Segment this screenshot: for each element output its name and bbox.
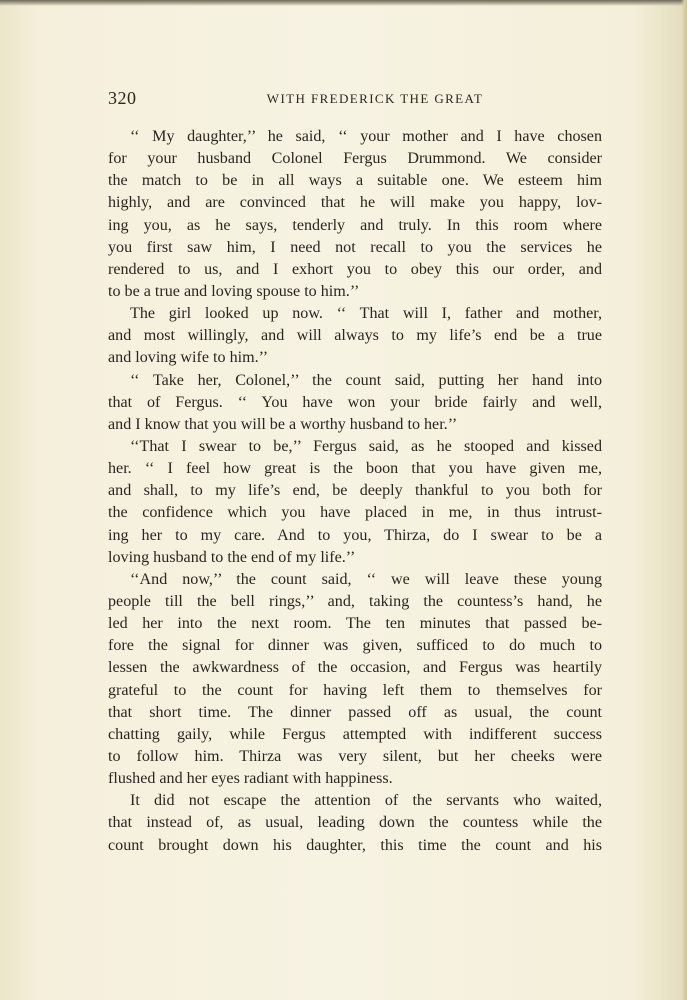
text-line: ‘‘And now,’’ the count said, ‘‘ we will leave these young xyxy=(130,570,602,588)
text-line: chatting gaily, while Fergus attempted with indifferent success xyxy=(108,725,602,743)
text-line: ‘‘ Take her, Colonel,’’ the count said, putting her hand into xyxy=(130,371,602,389)
text-line: loving husband to the end of my life.’’ xyxy=(108,548,356,566)
paragraph xyxy=(108,790,602,856)
text-line: ing her to my care. And to you, Thirza, do I swear to be a xyxy=(108,526,602,544)
text-line: for your husband Colonel Fergus Drummond. We consider xyxy=(108,150,602,168)
text-line: and most willingly, and will always to my life’s end be a true xyxy=(108,327,602,345)
text-line: count brought down his daughter, this time the count and his xyxy=(108,836,602,854)
text-line: ‘‘That I swear to be,’’ Fergus said, as he stooped and kissed xyxy=(130,437,602,455)
text-line: her. ‘‘ I feel how great is the boon that you have given me, xyxy=(108,460,602,478)
text-line: to be a true and loving spouse to him.’’ xyxy=(108,282,360,300)
text-line: and I know that you will be a worthy husband to her.’’ xyxy=(108,415,458,433)
text-line: the match to be in all ways a suitable one. We esteem him xyxy=(108,172,602,190)
paragraph xyxy=(108,303,602,369)
text-line: The girl looked up now. ‘‘ That will I, father and mother, xyxy=(130,305,602,323)
text-line: that of Fergus. ‘‘ You have won your bride fairly and well, xyxy=(108,393,602,411)
text-line: and shall, to my life’s end, be deeply thankful to you both for xyxy=(108,482,602,500)
paragraph xyxy=(108,126,602,303)
text-line: led her into the next room. The ten minutes that passed be- xyxy=(108,615,602,633)
page-top-edge xyxy=(0,0,687,6)
page-number: 320 xyxy=(108,88,137,108)
text-line: fore the signal for dinner was given, sufficed to do much to xyxy=(108,637,602,655)
paragraph xyxy=(108,370,602,436)
text-line: ‘‘ My daughter,’’ he said, ‘‘ your mother and I have chosen xyxy=(130,128,602,145)
text-line: and loving wife to him.’’ xyxy=(108,349,269,367)
text-line: ing you, as he says, tenderly and truly. In this room where xyxy=(108,216,602,234)
running-title: WITH FREDERICK THE GREAT xyxy=(266,91,484,106)
text-line: people till the bell rings,’’ and, taking the countess’s hand, he xyxy=(108,592,602,610)
page-right-edge xyxy=(681,0,687,1000)
text-line: lessen the awkwardness of the occasion, and Fergus was heartily xyxy=(108,659,602,677)
page-header xyxy=(108,88,602,110)
text-line: highly, and are convinced that he will make you happy, lov- xyxy=(108,194,602,212)
text-line: grateful to the count for having left them to themselves for xyxy=(108,681,602,699)
text-line: that instead of, as usual, leading down the countess while the xyxy=(108,814,602,832)
paragraph xyxy=(108,436,602,569)
text-line: rendered to us, and I exhort you to obey this our order, and xyxy=(108,260,602,278)
text-line: It did not escape the attention of the servants who waited, xyxy=(130,792,602,810)
text-line: you first saw him, I need not recall to you the services he xyxy=(108,238,602,256)
body-text xyxy=(108,126,602,857)
paragraph xyxy=(108,569,602,790)
text-line: flushed and her eyes radiant with happiness. xyxy=(108,770,393,788)
text-line: that short time. The dinner passed off as usual, the count xyxy=(108,703,602,721)
text-line: to follow him. Thirza was very silent, but her cheeks were xyxy=(108,747,602,765)
text-line: the confidence which you have placed in me, in thus intrust- xyxy=(108,504,602,522)
